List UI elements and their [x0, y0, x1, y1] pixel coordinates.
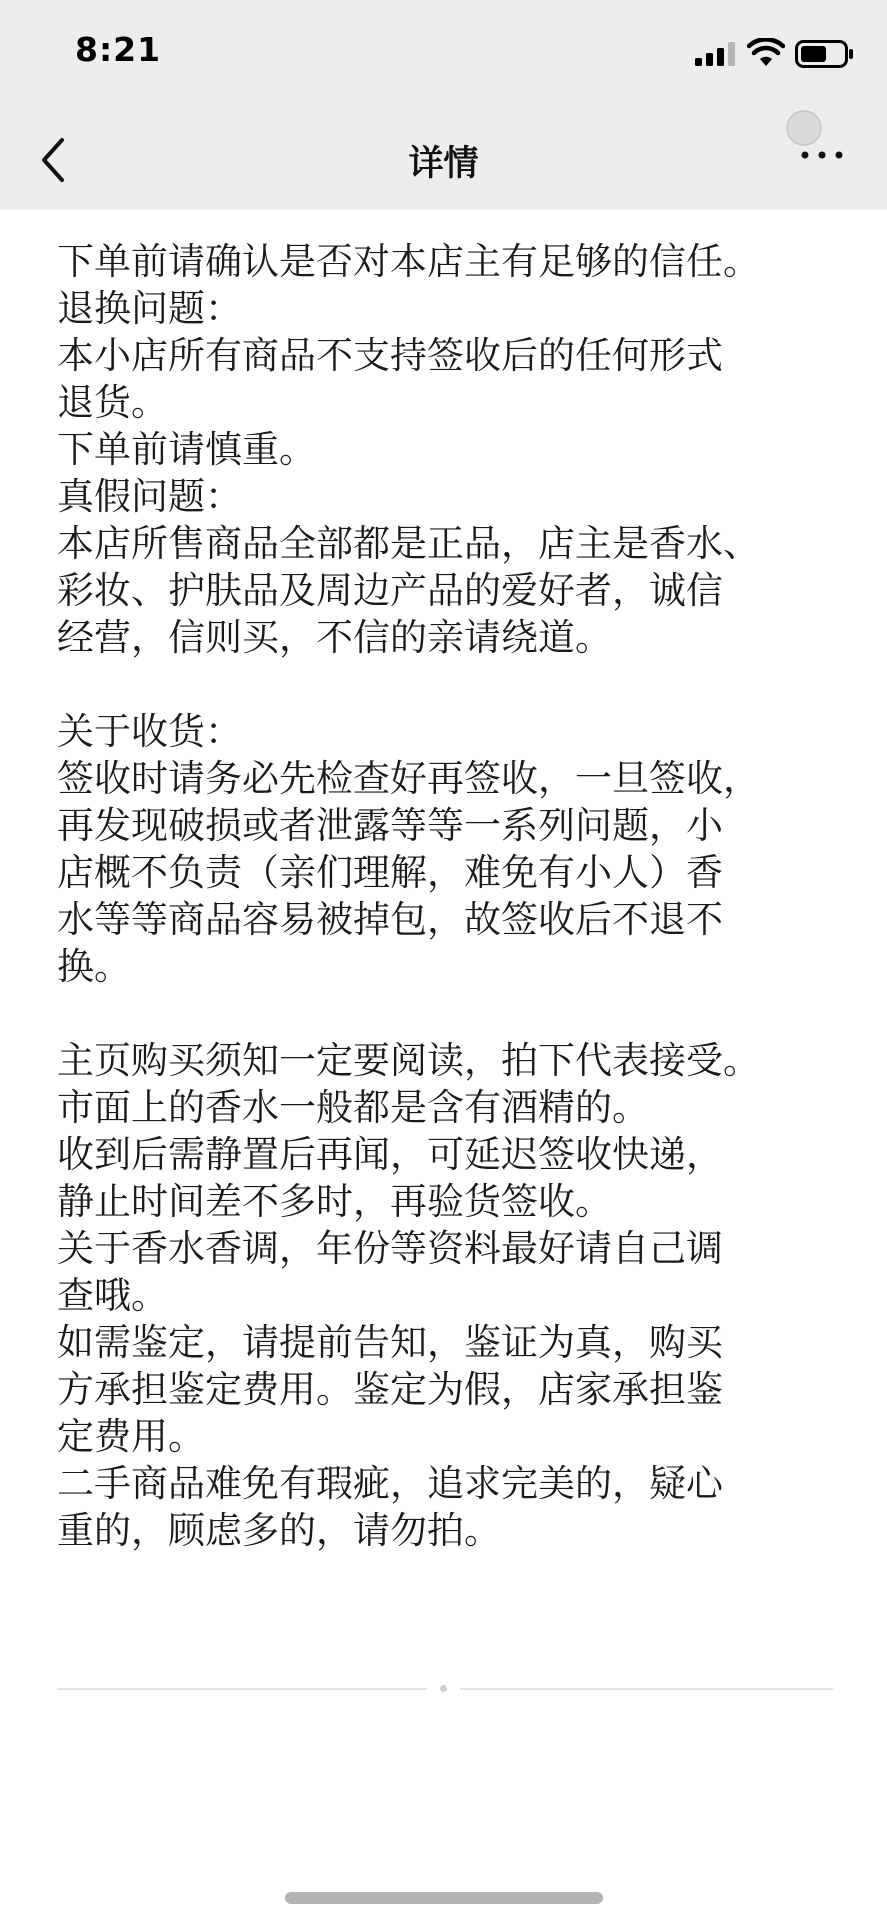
- text-line: 查哦。: [57, 1274, 168, 1317]
- status-time: 8:21: [75, 30, 162, 69]
- text-line: 收到后需静置后再闻，可延迟签收快递，: [57, 1133, 723, 1176]
- text-line: 静止时间差不多时，再验货签收。: [57, 1180, 612, 1223]
- text-line: 市面上的香水一般都是含有酒精的。: [57, 1086, 649, 1129]
- divider-dot: [440, 1685, 447, 1692]
- text-line: 水等等商品容易被掉包，故签收后不退不: [57, 898, 723, 941]
- text-line: 二手商品难免有瑕疵，追求完美的，疑心: [57, 1462, 723, 1505]
- text-line: 本小店所有商品不支持签收后的任何形式: [57, 334, 723, 377]
- text-line: 定费用。: [57, 1415, 205, 1458]
- more-button[interactable]: [770, 110, 860, 180]
- text-line: 换。: [57, 945, 131, 988]
- text-line: 下单前请慎重。: [57, 428, 316, 471]
- text-line: 主页购买须知一定要阅读，拍下代表接受。: [57, 1039, 760, 1082]
- text-line: 签收时请务必先检查好再签收，一旦签收，: [57, 757, 760, 800]
- status-bar: [0, 0, 887, 110]
- navigation-bar: [0, 110, 887, 210]
- blank-line: [57, 661, 847, 708]
- top-area: [0, 0, 887, 210]
- text-line: 彩妆、护肤品及周边产品的爱好者，诚信: [57, 569, 723, 612]
- text-line: 再发现破损或者泄露等等一系列问题，小: [57, 804, 723, 847]
- text-line: 经营，信则买，不信的亲请绕道。: [57, 616, 612, 659]
- page-title: 详情: [408, 144, 479, 184]
- description-text: [57, 238, 847, 1554]
- text-line: 本店所售商品全部都是正品，店主是香水、: [57, 522, 760, 565]
- text-line: 下单前请确认是否对本店主有足够的信任。: [57, 240, 760, 283]
- text-line: 退货。: [57, 381, 168, 424]
- text-line: 真假问题：: [57, 475, 242, 518]
- text-line: 如需鉴定，请提前告知，鉴证为真，购买: [57, 1321, 723, 1364]
- battery-icon: [795, 40, 855, 68]
- text-line: 方承担鉴定费用。鉴定为假，店家承担鉴: [57, 1368, 723, 1411]
- cellular-signal-icon: [695, 42, 737, 66]
- divider: [57, 1688, 427, 1690]
- divider: [460, 1688, 833, 1690]
- text-line: 关于香水香调，年份等资料最好请自己调: [57, 1227, 723, 1270]
- blank-line: [57, 990, 847, 1037]
- text-line: 店概不负责（亲们理解，难免有小人）香: [57, 851, 723, 894]
- text-line: 退换问题：: [57, 287, 242, 330]
- wifi-icon: [747, 38, 785, 68]
- more-dots-icon: [770, 110, 860, 180]
- text-line: 重的，顾虑多的，请勿拍。: [57, 1509, 501, 1552]
- home-indicator[interactable]: [285, 1892, 603, 1904]
- text-line: 关于收货：: [57, 710, 242, 753]
